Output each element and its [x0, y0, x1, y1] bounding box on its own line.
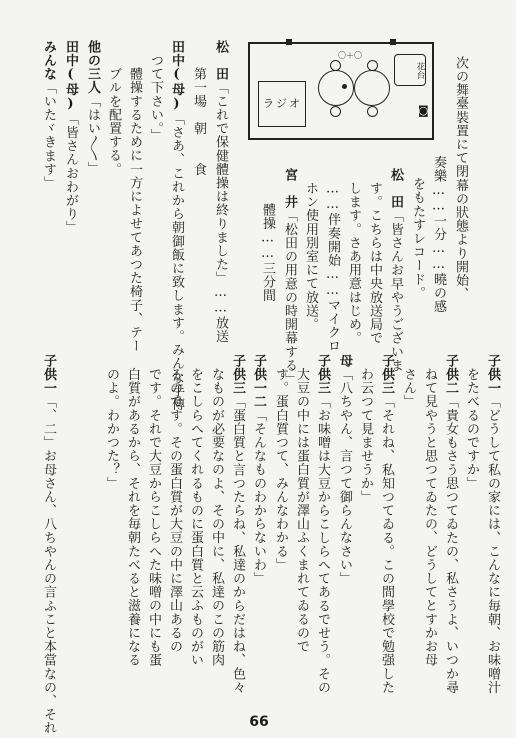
text-column: ねて見やうと思つてゐたの、どうしてとすかお母: [422, 354, 437, 667]
text-column: 田中(母)「皆さんおわがり」: [63, 40, 78, 235]
chair-circle: [330, 60, 341, 71]
center-label: 〇＋〇: [338, 51, 362, 60]
pin-marker: [286, 39, 292, 45]
dot-marker: [342, 84, 347, 89]
text-column: るのです。その蛋白質が大豆の中に澤山あるの: [167, 354, 182, 654]
text-column: 他の三人「はい〳〵」: [85, 40, 100, 176]
text-column: わ云つて見ませうか」: [358, 354, 373, 504]
text-column: 子供三「それね、私知つてゐる。この間學校で勉强した: [379, 354, 394, 695]
text-column: 松 田「これで保健體操は終りました」……放送: [213, 40, 228, 344]
text-column: 松 田「皆さんお早やうございま: [388, 168, 403, 373]
table-circle: [354, 70, 390, 106]
text-column: ……伴奏開始……マイクロ: [325, 168, 340, 353]
table-circle: [318, 70, 354, 106]
pin-marker: [390, 39, 396, 45]
text-column: をたべるのですか」: [464, 354, 479, 490]
text-column: つて下さい。」: [148, 40, 163, 143]
text-column: です。それで大豆からこしらへた味噌の中にも蛋: [146, 354, 161, 667]
text-column: 子供三「蛋白質と言つたらね、私達のからだはね、色々: [230, 354, 245, 695]
text-column: 體操するために一方によせてあつた椅子、テー: [127, 40, 142, 353]
flower-stand-label: 花台: [415, 61, 425, 79]
text-column: す。こちらは中央放送局で: [367, 168, 382, 345]
text-column: 子供三「お味噌は大豆からこしらへてあるでせう。その: [315, 354, 330, 695]
text-column: みんな「いたヾきます」: [41, 40, 56, 190]
radio-label: ラジオ: [263, 97, 302, 110]
chair-circle: [367, 60, 378, 71]
text-column: 田中(母)「さあ、これから朝御飯に致します。みんな手傳: [169, 40, 184, 412]
text-column: 次の舞臺裝置にて閉幕の狀態より開始、: [453, 56, 468, 301]
chair-circle: [330, 106, 341, 117]
text-column: 子供一「、二」お母さん、八ちやんの言ふこと本當なの、それ: [41, 354, 56, 735]
text-column: 體操……三分間: [260, 176, 275, 303]
text-column: ブルを配置する。: [106, 40, 121, 176]
text-column: をこしらへてくれるものに蛋白質と云ふものがい: [188, 354, 203, 667]
text-column: なものが必要なのよ、その中に、私達のこの筋肉: [209, 354, 224, 667]
radio-box: [258, 81, 306, 127]
text-column: します。さあ用意はじめ。: [346, 168, 361, 345]
chair-circle: [367, 106, 378, 117]
text-column: 大豆の中には蛋白質が澤山ふくまれてゐるので: [294, 354, 309, 654]
page-number: 66: [249, 714, 269, 730]
flower-stand-box: [394, 54, 426, 86]
text-column: をもたすレコード。: [410, 150, 425, 300]
text-column: 子供一二「そんなものわからないわ」: [251, 354, 266, 586]
text-column: さん」: [401, 354, 416, 409]
text-column: 宮 井「松田の用意の時開幕する」: [282, 168, 297, 386]
text-column: 奏樂……一分……曉の感: [431, 142, 446, 314]
stage-diagram: [248, 42, 434, 140]
text-column: す。蛋白質つて、みんなわかる」: [273, 354, 288, 572]
text-column: 白質があるから、それを毎朝たべると滋養になる: [125, 354, 140, 667]
stage-mark: ◙: [418, 104, 429, 117]
text-column: ホン使用別室にて放送。: [303, 168, 318, 332]
text-column: 第一場 朝 食: [191, 40, 206, 176]
text-column: 子供二「貴女もさう思つてゐたの、私さうよ、いつか尋: [443, 354, 458, 695]
text-column: のよ。わかつた？」: [104, 354, 119, 490]
text-column: 母「八ちやん、言つて御らんなさい」: [337, 354, 352, 586]
text-column: 子供一「どうして私の家には、こんなに毎朝、お味噌汁: [485, 354, 500, 695]
